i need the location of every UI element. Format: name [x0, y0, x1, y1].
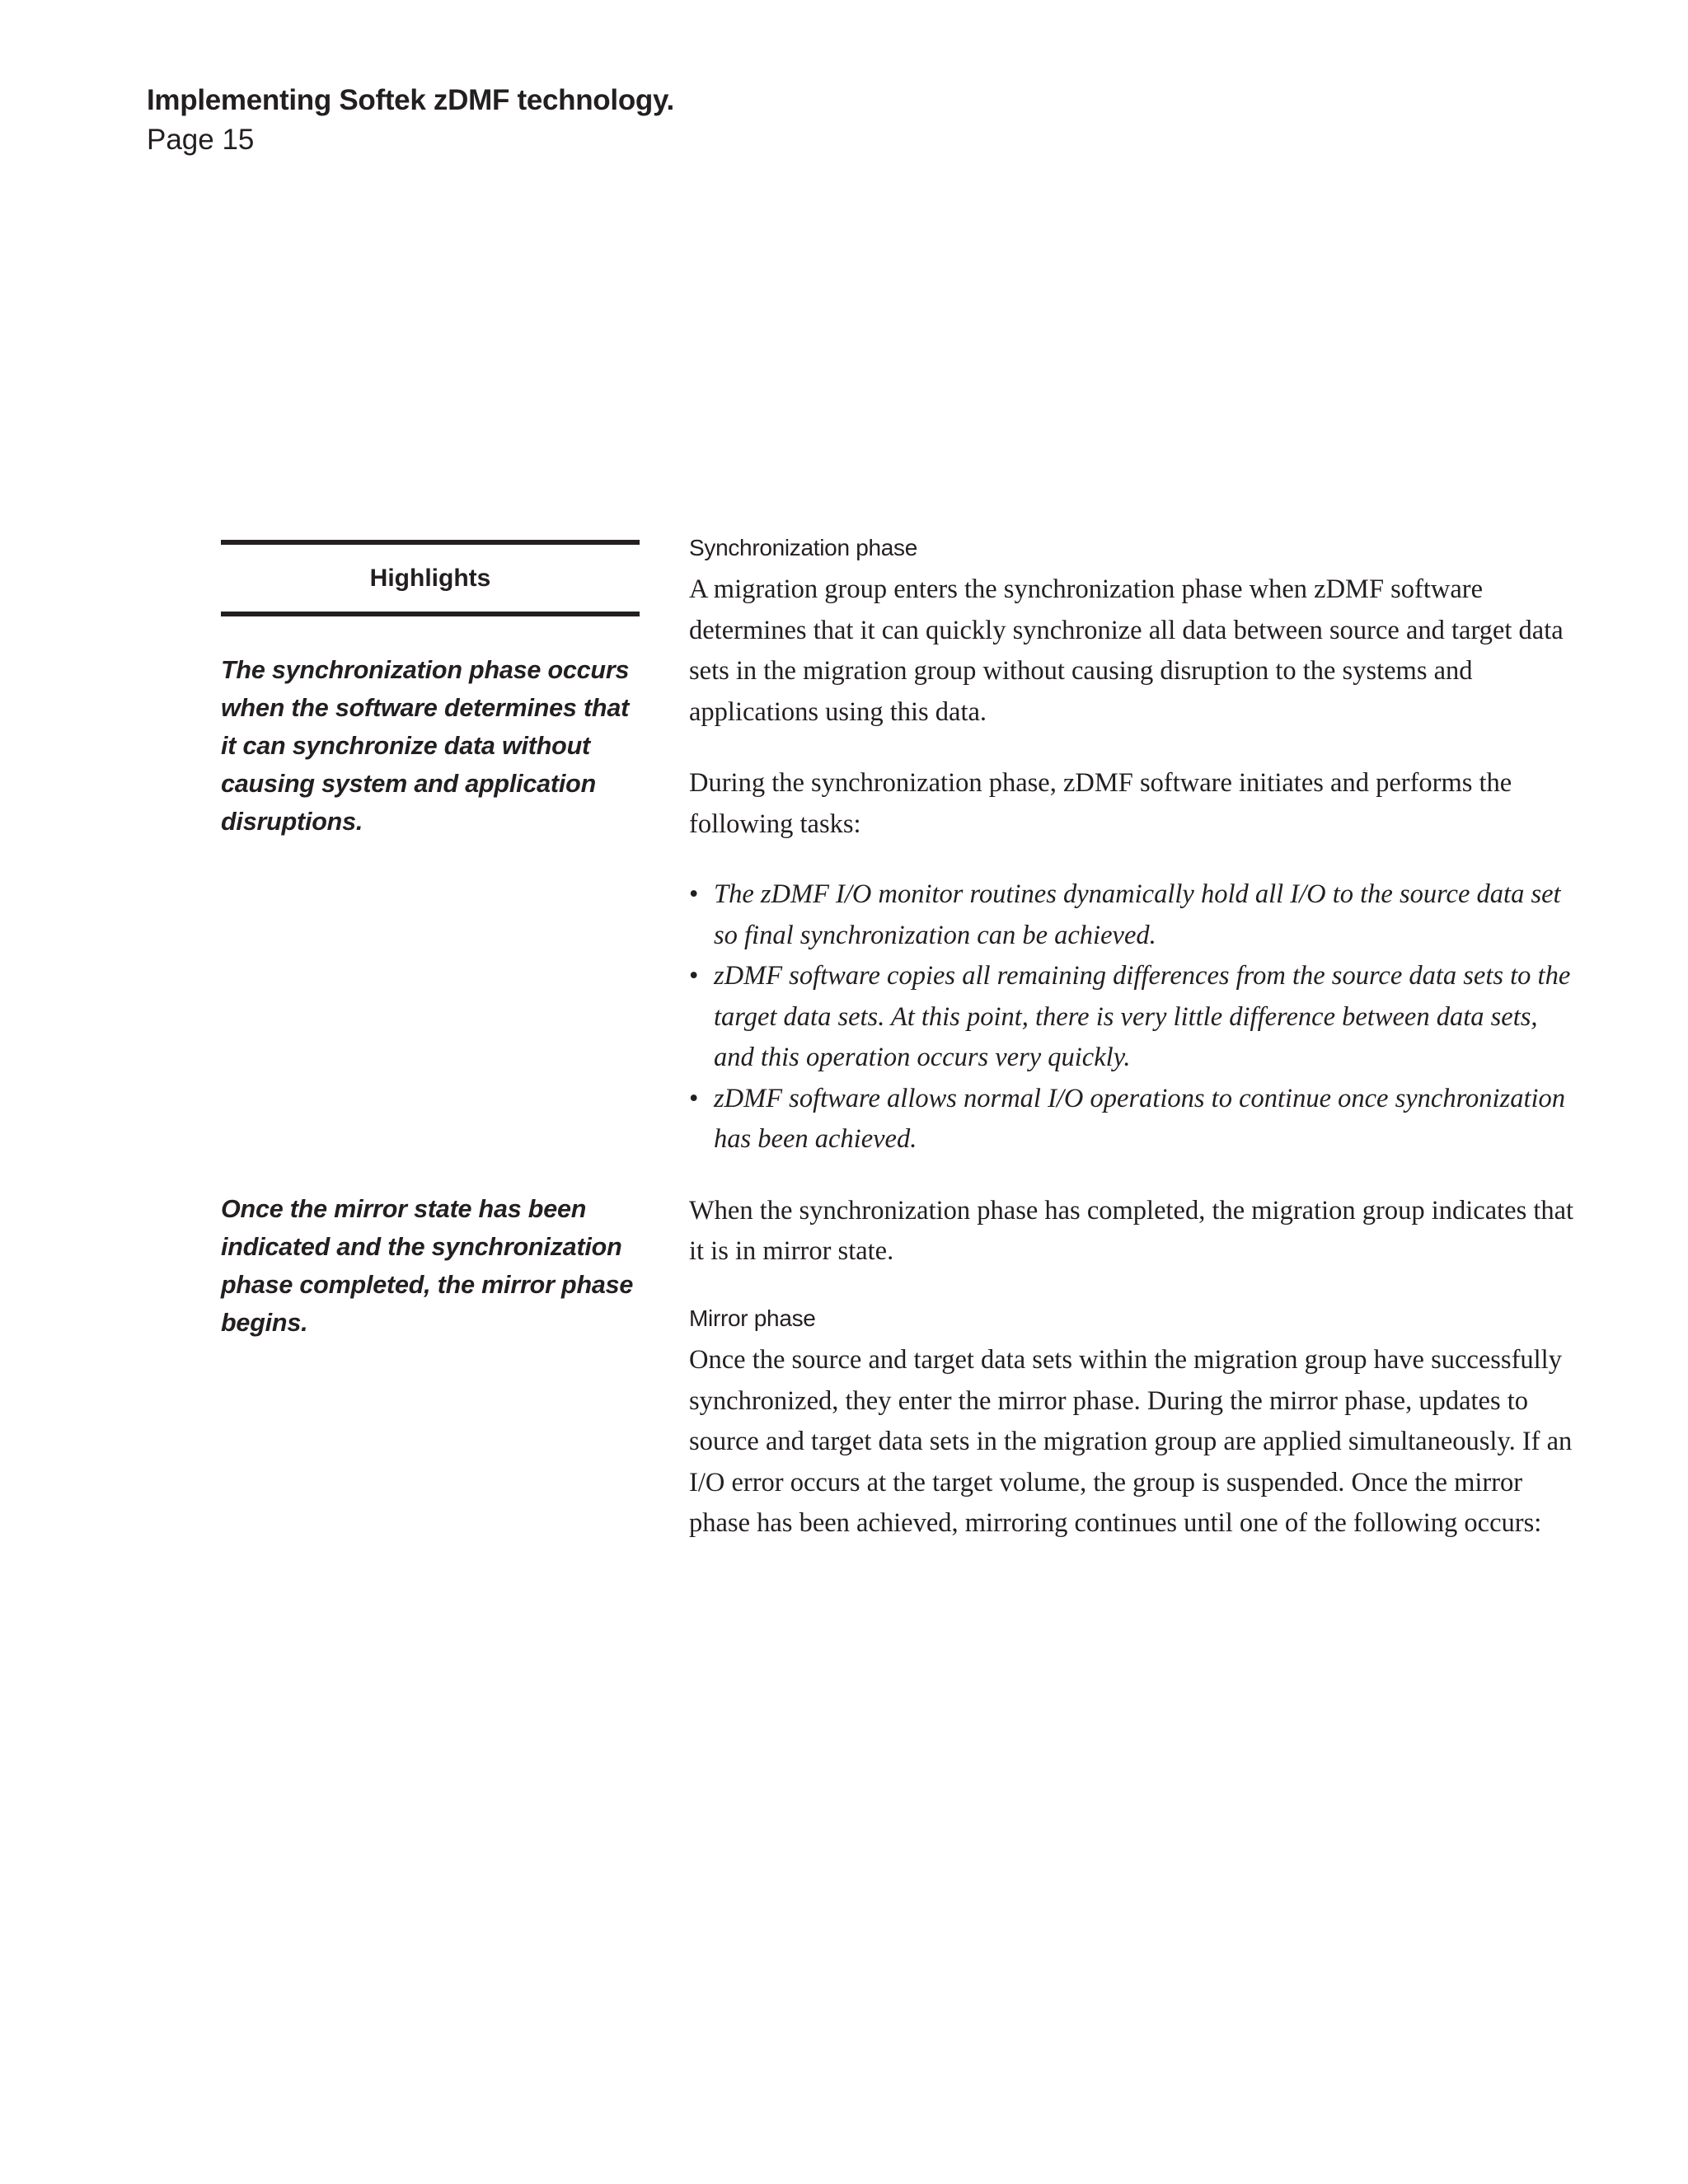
sync-paragraph-3: When the synchronization phase has completed, the migration group indicates that it is in mirror state. — [689, 1195, 1574, 1266]
mirror-heading: Mirror phase — [689, 1305, 816, 1331]
sync-section — [689, 532, 1579, 1272]
document-title: Implementing Softek zDMF technology. — [147, 84, 674, 116]
bullet-icon: • — [689, 961, 699, 991]
page-number: Page 15 — [147, 124, 255, 156]
bullet-icon: • — [689, 879, 699, 909]
bullet-icon: • — [689, 1083, 699, 1113]
sync-paragraph-2: During the synchronization phase, zDMF software initiates and performs the following tasks: — [689, 768, 1512, 839]
document-header — [147, 81, 674, 160]
highlight-note-sync: The synchronization phase occurs when the software determines that it can synchronize data without causing system and application disruptions. — [221, 656, 630, 836]
list-item: • zDMF software allows normal I/O operations to continue once synchronization has been achieved. — [689, 1079, 1579, 1160]
sync-task-list — [689, 874, 1579, 1160]
highlights-heading: Highlights — [369, 564, 491, 592]
sync-paragraph-1: A migration group enters the synchronization phase when zDMF software determines that it can quickly synchronize all data between source and target data sets in the migration group without causing disruption to the systems and applications using this data. — [689, 574, 1564, 727]
mirror-paragraph-1: Once the source and target data sets within the migration group have successfully synchronized, they enter the mirror phase. During the mirror phase, updates to source and target data sets in the migration group are applied simultaneously. If an I/O error occurs at the target volume, the group is suspended. Once the mirror phase has been achieved, mirroring continues until one of the following occurs: — [689, 1345, 1573, 1538]
mirror-section — [689, 1302, 1579, 1544]
list-item: • The zDMF I/O monitor routines dynamically hold all I/O to the source data set so final synchronization can be achieved. — [689, 874, 1579, 956]
highlights-box — [221, 540, 640, 616]
sync-heading: Synchronization phase — [689, 535, 917, 560]
highlights-bottom-rule — [221, 612, 640, 616]
highlight-note-mirror: Once the mirror state has been indicated and the synchronization phase completed, the mirror phase begins. — [221, 1195, 634, 1337]
list-item: • zDMF software copies all remaining differences from the source data sets to the target data sets. At this point, there is very little difference between data sets, and this operation occurs very quickly. — [689, 956, 1579, 1079]
